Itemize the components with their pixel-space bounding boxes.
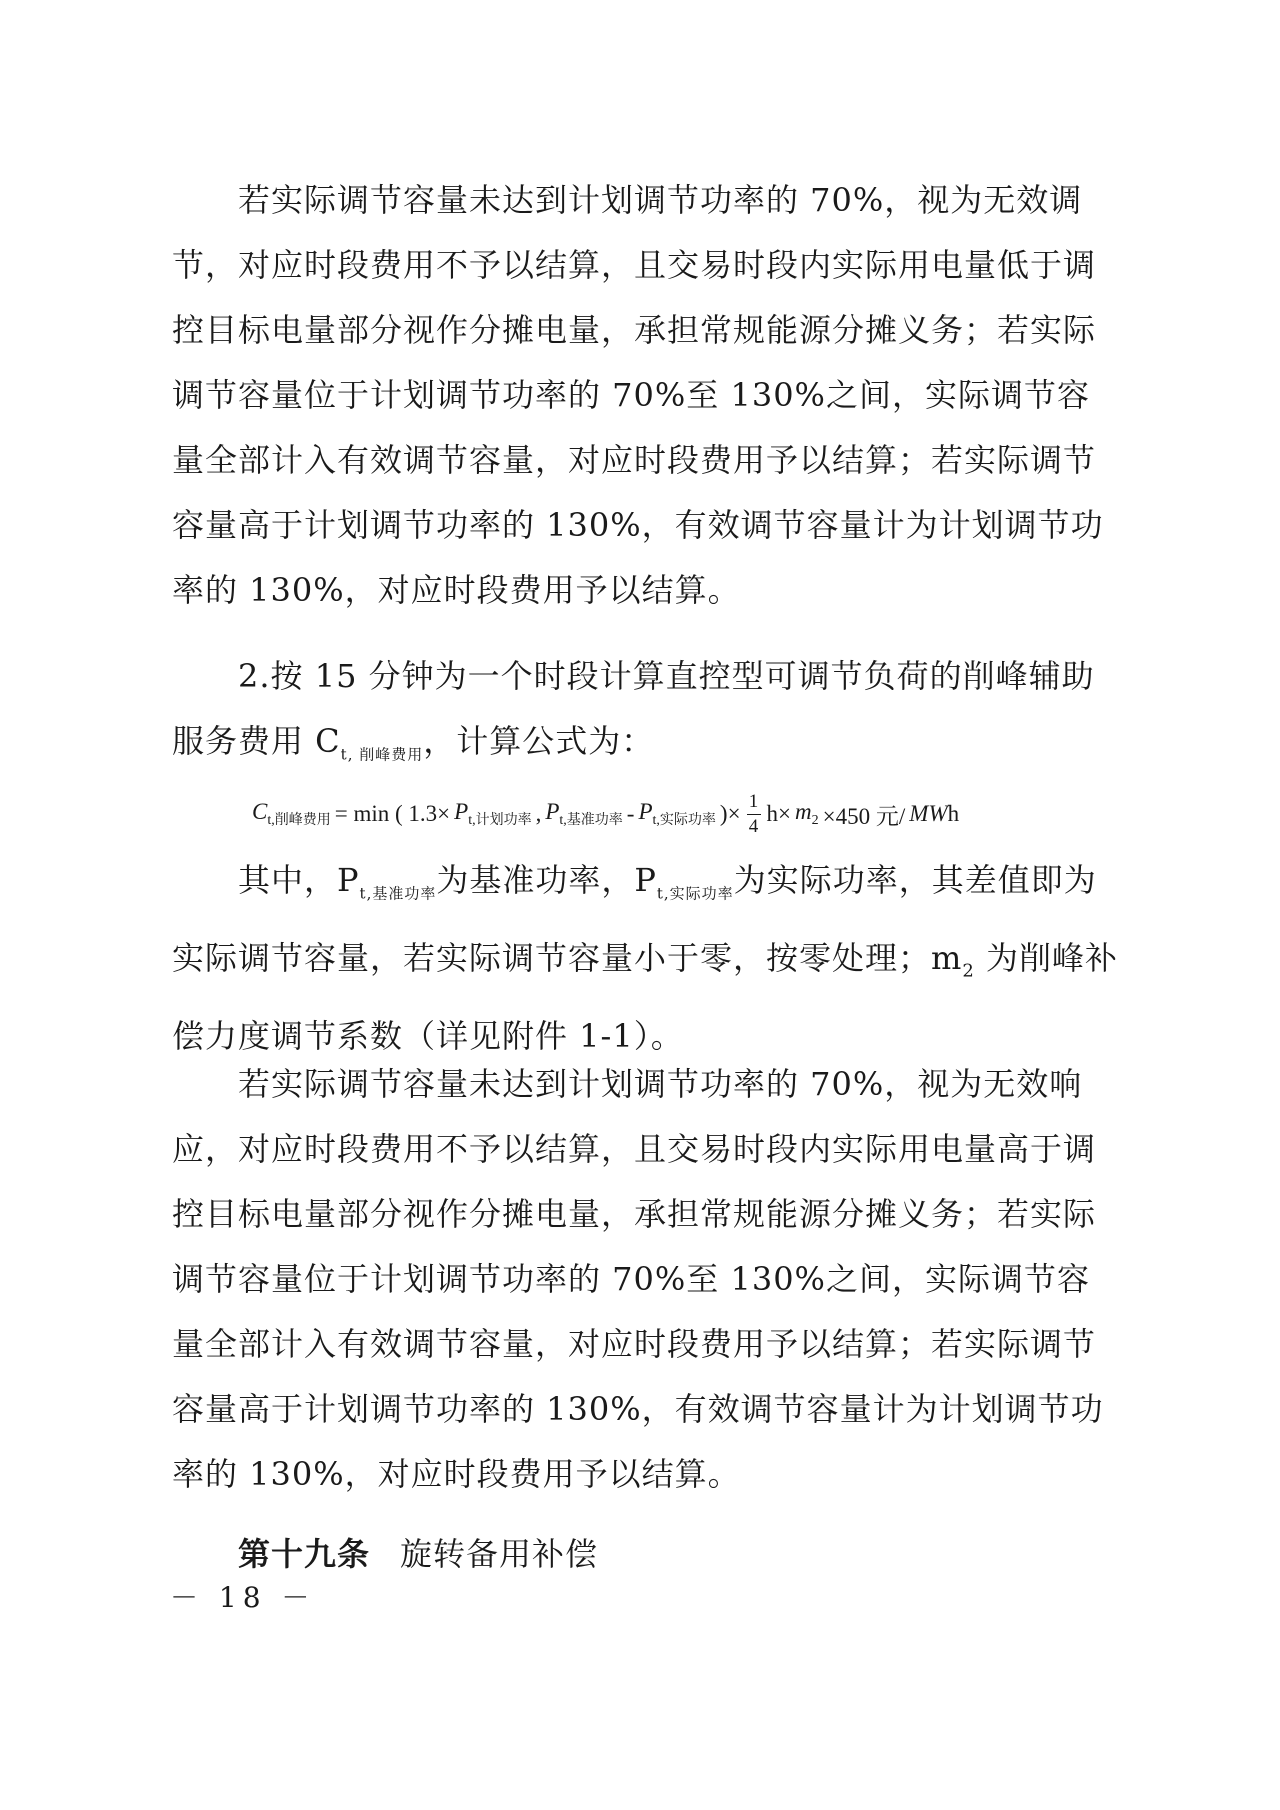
formula-op: h×: [766, 801, 792, 826]
article-heading: [238, 1529, 598, 1579]
formula-var: P: [545, 799, 560, 824]
paragraph-text: 若实际调节容量未达到计划调节功率的 70%，视为无效调节，对应时段费用不予以结算，且交易时段内实际用电量低于调控目标电量部分视作分摊电量，承担常规能源分摊义务；若实际调节容量位于计划调节功率的 70%至 130%之间，实际调节容量全部计入有效调节容量，对应时段费用予以结算；若实际调节容量高于计划调节功率的 130%，有效调节容量计为计划调节功率的 130%，对应时段费用予以结算。: [172, 181, 1104, 609]
paragraph-text: 为削峰补偿力度调节系数（详见附件 1-1）。: [172, 939, 1118, 1055]
paragraph-invalid-response: [172, 1052, 1122, 1507]
formula-op: h: [947, 801, 960, 826]
subscript: t,基准功率: [359, 884, 437, 903]
formula-var: P: [638, 799, 653, 824]
formula-op: = min ( 1.3×: [334, 801, 451, 826]
fraction-bar: [747, 814, 761, 815]
article-number: 第十九条: [238, 1535, 371, 1573]
formula-op: -: [626, 801, 635, 826]
formula-var: C: [252, 799, 268, 824]
paragraph-text: ，计算公式为：: [423, 722, 655, 760]
formula-sub: t,实际功率: [652, 813, 716, 828]
formula-var: P: [454, 799, 469, 824]
paragraph-invalid-adjustment: [172, 168, 1122, 623]
paragraph-formula-explanation: [172, 848, 1122, 1069]
formula-var: m: [795, 799, 812, 824]
subscript: 2: [962, 960, 975, 982]
formula-sub: t,削峰费用: [267, 813, 331, 828]
formula-sub: 2: [811, 813, 819, 828]
paragraph-fee-calculation-intro: [172, 644, 1122, 787]
subscript: t,实际功率: [656, 884, 734, 903]
fraction-denominator: 4: [748, 815, 759, 837]
formula-op: ,: [535, 801, 542, 826]
fraction-numerator: 1: [748, 790, 759, 812]
paragraph-text: 为实际功率，其差值即为实际调节容量，若实际调节容量小于零，按零处理；m: [172, 861, 1097, 978]
paragraph-text: 其中，P: [238, 861, 360, 899]
formula-var: MW: [909, 801, 948, 826]
page-number: － 18 －: [170, 1581, 316, 1614]
paragraph-text: 为基准功率，P: [436, 861, 657, 899]
article-title: 旋转备用补偿: [400, 1535, 599, 1573]
formula-fraction: [747, 791, 761, 838]
paragraph-text: 若实际调节容量未达到计划调节功率的 70%，视为无效响应，对应时段费用不予以结算，且交易时段内实际用电量高于调控目标电量部分视作分摊电量，承担常规能源分摊义务；若实际调节容量位于计划调节功率的 70%至 130%之间，实际调节容量全部计入有效调节容量，对应时段费用予以结算；若实际调节容量高于计划调节功率的 130%，有效调节容量计为计划调节功率的 130%，对应时段费用予以结算。: [172, 1065, 1104, 1493]
formula-op: )×: [719, 801, 741, 826]
formula-sub: t,基准功率: [559, 813, 623, 828]
peak-shaving-fee-formula: [252, 778, 959, 850]
subscript: t, 削峰费用: [340, 745, 424, 764]
paragraph-text: 2.按 15 分钟为一个时段计算直控型可调节负荷的削峰辅助服务费用 C: [172, 657, 1095, 760]
formula-op: ×450 元/: [822, 803, 906, 829]
formula-sub: t,计划功率: [468, 813, 532, 828]
